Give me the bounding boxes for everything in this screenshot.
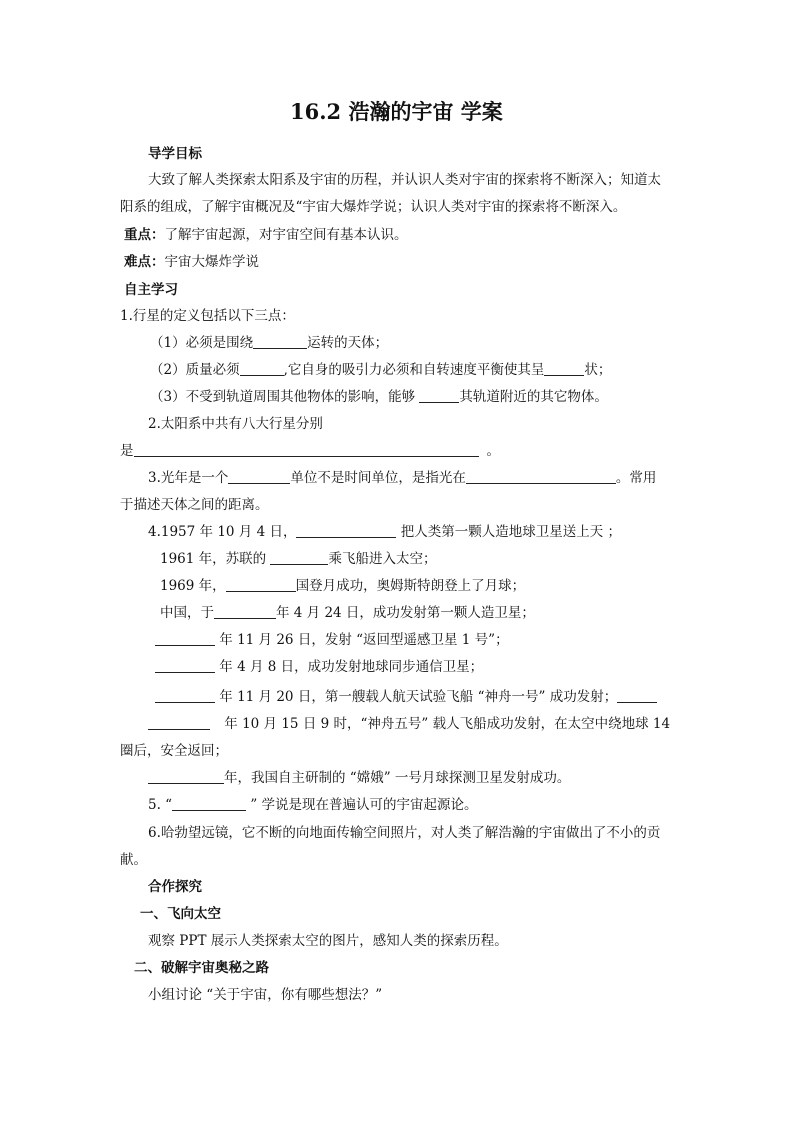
answer-blank[interactable] (134, 442, 479, 457)
question-4d (160, 603, 535, 623)
answer-blank[interactable] (155, 688, 215, 703)
question-4i-text: 年，我国自主研制的 “嫦娥” 一号月球探测卫星发射成功。 (224, 770, 571, 786)
question-4 (148, 522, 621, 542)
answer-blank[interactable] (296, 523, 396, 538)
question-4e-text: 年 11 月 26 日，发射 “返回型遥感卫星 1 号”； (215, 632, 509, 648)
question-1: 1.行星的定义包括以下三点： (120, 308, 295, 324)
goal-heading: 导学目标 (148, 146, 202, 162)
answer-blank[interactable] (226, 577, 296, 592)
question-1a (150, 333, 388, 353)
question-4h-line2: 圈后，安全返回； (120, 743, 228, 759)
question-4c (160, 576, 525, 596)
question-6-line1: 6.哈勃望远镜，它不断的向地面传输空间照片，对人类了解浩瀚的宇宙做出了不小的贡 (148, 825, 661, 841)
answer-blank[interactable] (155, 658, 215, 673)
key-point (124, 225, 408, 245)
section-2-text: 小组讨论 “关于宇宙，你有哪些想法？” (148, 987, 383, 1003)
question-3-line2: 于描述天体之间的距离。 (120, 497, 269, 513)
answer-blank[interactable] (148, 769, 224, 784)
cooperation-heading: 合作探究 (148, 879, 202, 895)
question-4b (160, 549, 436, 569)
question-4-text: 4.1957 年 10 月 4 日， (148, 524, 297, 540)
question-2-end: 。 (486, 443, 500, 459)
answer-blank[interactable] (172, 796, 246, 811)
question-4g (155, 687, 657, 707)
key-point-text: 了解宇宙起源，对宇宙空间有基本认识。 (164, 227, 408, 243)
question-4f (155, 657, 483, 677)
goal-text-line2: 阳系的组成，了解宇宙概况及“宇宙大爆炸学说；认识人类对宇宙的探索将不断深入。 (120, 199, 627, 215)
question-4c-text-end: 国登月成功，奥姆斯特朗登上了月球； (295, 578, 526, 594)
answer-blank[interactable] (253, 334, 307, 349)
section-2-heading: 二、破解宇宙奥秘之路 (134, 960, 269, 976)
goal-text-line1: 大致了解人类探索太阳系及宇宙的历程，并认识人类对宇宙的探索将不断深入；知道太 (148, 172, 661, 188)
answer-blank[interactable] (155, 631, 215, 646)
question-4d-text: 中国，于 (160, 605, 214, 621)
question-1a-text-end: 运转的天体； (307, 335, 389, 351)
question-4e (155, 630, 509, 650)
question-4f-text: 年 4 月 8 日，成功发射地球同步通信卫星； (215, 659, 484, 675)
question-5-text: 5. “ (148, 797, 173, 813)
question-5 (148, 795, 478, 815)
question-2-answer-line (120, 441, 500, 461)
difficulty-point (124, 252, 259, 272)
question-4d-text-end: 年 4 月 24 日，成功发射第一颗人造卫星； (276, 605, 535, 621)
answer-blank[interactable] (544, 361, 584, 376)
section-1-heading: 一、飞向太空 (140, 906, 221, 922)
answer-blank[interactable] (148, 715, 210, 730)
answer-blank[interactable] (240, 361, 284, 376)
answer-blank[interactable] (617, 688, 657, 703)
page-title: 16.2 浩瀚的宇宙 学案 (290, 99, 503, 124)
section-1-text: 观察 PPT 展示人类探索太空的图片，感知人类的探索历程。 (148, 933, 508, 949)
question-3-text: 3.光年是一个 (148, 470, 229, 486)
answer-blank[interactable] (419, 388, 459, 403)
question-4c-text: 1969 年， (160, 578, 226, 594)
question-4i (148, 768, 570, 788)
question-4h-text: 年 10 月 15 日 9 时，“神舟五号” 载人飞船成功发射，在太空中绕地球 14 (220, 716, 671, 732)
question-3 (148, 468, 656, 488)
question-3-text-mid: 单位不是时间单位，是指光在 (290, 470, 466, 486)
question-4b-text: 1961 年，苏联的 (160, 551, 271, 567)
question-3-text-end: 。常用 (615, 470, 657, 486)
key-point-label: 重点： (124, 227, 165, 243)
answer-blank[interactable] (466, 469, 616, 484)
question-4-text-end: 把人类第一颗人造地球卫星送上天 ； (396, 524, 622, 540)
question-4b-text-end: 乘飞船进入太空； (328, 551, 437, 567)
question-1a-text: （1）必须是围绕 (150, 335, 254, 351)
answer-blank[interactable] (228, 469, 290, 484)
self-study-heading: 自主学习 (124, 282, 178, 298)
question-5-text-end: ” 学说是现在普遍认可的宇宙起源论。 (246, 797, 478, 813)
question-4h (148, 714, 670, 734)
question-4g-text: 年 11 月 20 日，第一艘载人航天试验飞船 “神舟一号” 成功发射； (215, 689, 618, 705)
question-2: 2.太阳系中共有八大行星分别 (148, 416, 323, 432)
answer-blank[interactable] (214, 604, 276, 619)
difficulty-text: 宇宙大爆炸学说 (164, 254, 259, 270)
difficulty-label: 难点： (124, 254, 165, 270)
question-1b-text-end: 状； (584, 362, 612, 378)
question-1c-text-end: 其轨道附近的其它物体。 (459, 389, 608, 405)
question-1b (150, 360, 611, 380)
question-1c-text: （3）不受到轨道周围其他物体的影响，能够 (150, 389, 420, 405)
question-1b-text-mid: ,它自身的吸引力必须和自转速度平衡使其呈 (283, 362, 545, 378)
answer-blank[interactable] (270, 550, 328, 565)
question-6-line2: 献。 (120, 852, 147, 868)
question-2-is: 是 (120, 443, 134, 459)
question-1b-text: （2）质量必须 (150, 362, 240, 378)
question-1c (150, 387, 608, 407)
